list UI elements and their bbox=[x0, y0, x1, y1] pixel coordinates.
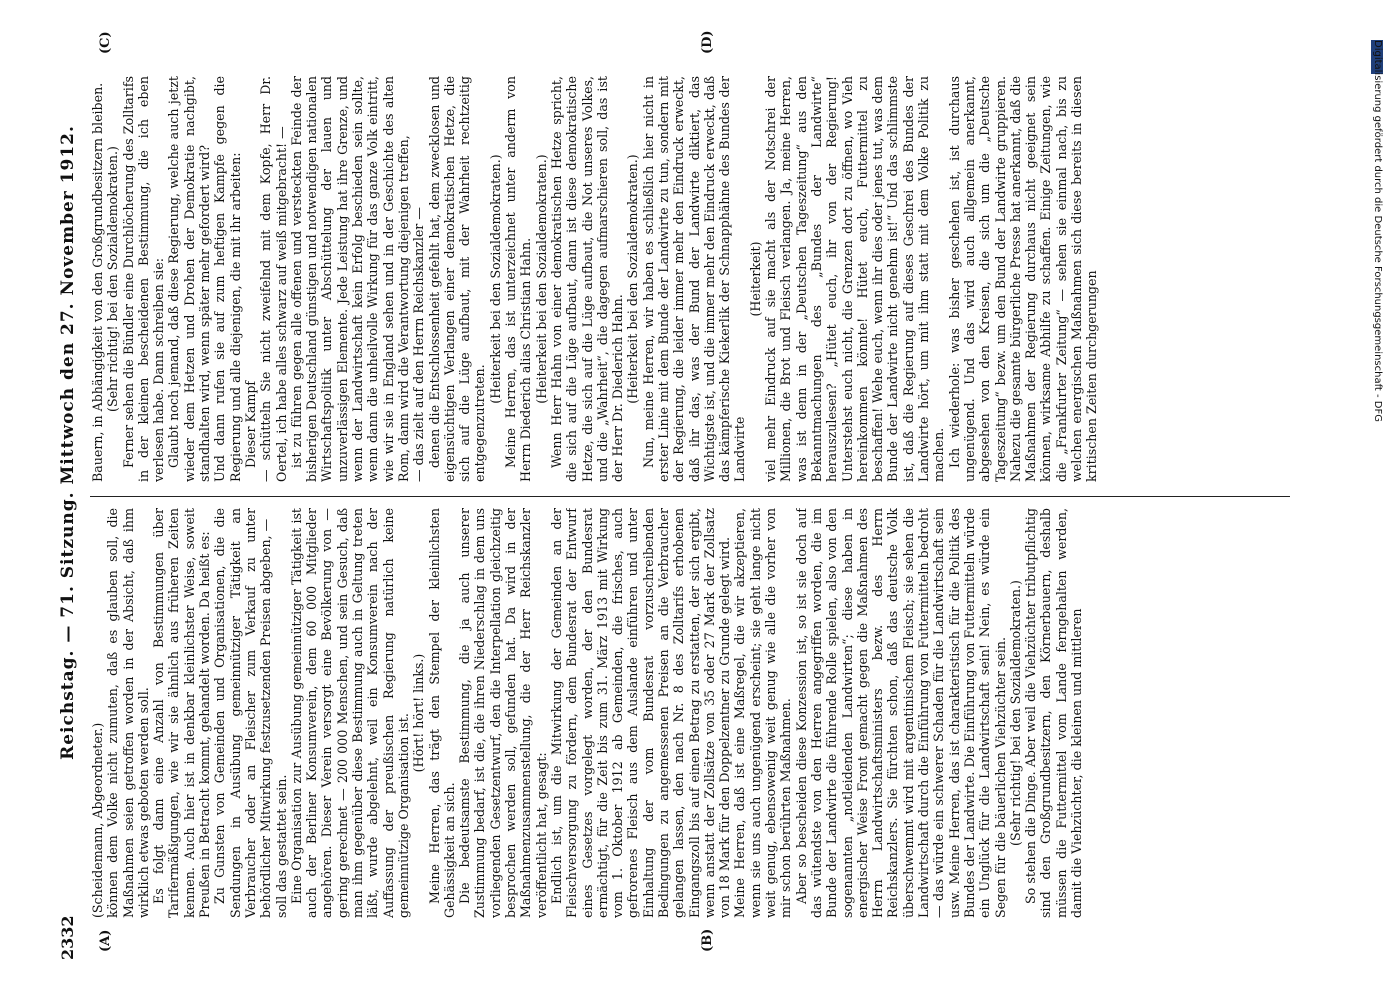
interjection: (Heiterkeit bei den Sozialdemokraten.) bbox=[625, 154, 641, 404]
margin-marker-c: (C) bbox=[98, 31, 113, 54]
interjection: (Hört! hört! links.) bbox=[411, 653, 427, 773]
margin-marker-b: (B) bbox=[700, 928, 715, 952]
digitization-credit bbox=[1371, 40, 1383, 970]
quotation: Glaubt noch jemand, daß diese Regierung, welche auch jetzt wieder dem Hetzen und Drohen der Demokratie nachgibt, standhalten wird, wenn später mehr gefordert wird? bbox=[166, 76, 213, 482]
interjection: (Sehr richtig! bei den Sozialdemokraten.) bbox=[105, 146, 121, 412]
page-header bbox=[58, 35, 86, 960]
quotation: ist zu führen gegen alle offenen und versteckten Feinde der bisherigen Deutschland günstigen und notwendigen nationalen Wirtschaftspolitik unter Abschüttelung der lauen und unzuverlässigen Elemente. Jede Leistung hat ihre Grenze, und wenn der Landwirtschaft kein Erfolg beschieden sein sollte, wenn dann die unheilvolle Wirkung für das ganze Volk eintritt, wie wir sie in England sehen und in der Geschichte des alten Rom, dann wird die Verantwortung diejenigen treffen, bbox=[288, 76, 411, 482]
aside: — das zielt auf den Herrn Reichskanzler — bbox=[411, 207, 427, 482]
paragraph: Ferner sehen die Bündler eine Durchlöcherung des Zolltarifs in der kleinen bescheidenen Bestimmung, die ich eben verlesen habe. Dann schreiben sie: bbox=[120, 76, 167, 482]
interjection: (Heiterkeit) bbox=[747, 241, 763, 317]
paragraph: Ich wiederhole: was bisher geschehen ist, ist durchaus ungenügend. Und das wird auch allgemein anerkannt, abgesehen von den Kreisen, die sich um die „Deutsche Tageszeitung“ bezw. um den Bund der Landwirte gruppieren. Nahezu die gesamte bürgerliche Presse hat anerkannt, daß die Maßnahmen der Regierung durchaus nicht geeignet sein können, wirksame Abhilfe zu schaffen. Einige Zeitungen, wie die „Frankfurter Zeitung“ — sehen sie einmal nach, bis zu welchen energischen Maßnahmen sich diese bereits in diesen kritischen Zeiten durchgerungen bbox=[946, 76, 1100, 482]
paragraph: Die bedeutsamste Bestimmung, die ja auch unserer Zustimmung bedarf, ist die, die ihren Niederschlag in dem uns vorliegenden Gesetzentwurf, den die Interpellation gleichzeitig besprochen werden soll, gefunden hat. Da wird in der Maßnahmenzusammenstellung, die der Herr Reichskanzler veröffentlicht hat, gesagt: bbox=[457, 508, 549, 918]
paragraph: Meine Herren, das ist unterzeichnet unter anderm von Herrn Diederich alias Christian Hahn. bbox=[503, 76, 534, 482]
margin-marker-d: (D) bbox=[700, 30, 715, 54]
interjection: (Heiterkeit bei den Sozialdemokraten.) bbox=[487, 154, 503, 404]
margin-marker-a: (A) bbox=[98, 929, 113, 952]
left-text-column bbox=[90, 508, 1295, 918]
right-text-column bbox=[90, 76, 1295, 482]
paragraph: Wenn Herr Hahn von einer demokratischen Hetze spricht, die sich auf die Lüge aufbaut, dann ist diese demokratische Hetze, die sich auf die Lüge aufbaut, die Not unseres Volkes, und die „Wahrheit“, die dagegen aufmarschieren soll, das ist der Herr Dr. Diederich Hahn. bbox=[548, 76, 626, 482]
paragraph: viel mehr Eindruck auf sie macht als der Notschrei der Millionen, die Brot und Fleisch verlangen. Ja, meine Herren, was ist denn in der „Deutschen Tageszeitung“ aus den Bekanntmachungen des „Bundes der Landwirte“ herauszulesen? „Hütet euch, ihr von der Regierung! Unterstehst euch nicht, die Grenzen dort zu öffnen, wo Vieh hereinkommen könnte! Hütet euch, Futtermittel zu beschaffen! Wehe euch, wenn ihr dies oder jenes tut, was dem Bunde der Landwirte nicht genehm ist!“ Und das schlimmste ist, daß die Regierung auf dieses Geschrei des Bundes der Landwirte hört, um mit ihm statt mit dem Volke Politik zu machen. bbox=[763, 76, 947, 482]
speaker-label: (Scheidemann, Abgeordneter.) bbox=[90, 722, 105, 918]
paragraph: Es folgt dann eine Anzahl von Bestimmungen über Tarifermäßigungen, wie wir sie ähnlich aus früheren Zeiten kennen. Auch hier ist in denkbar kleinlichster Weise, soweit Preußen in Betracht kommt, gehandelt worden. Da heißt es: bbox=[151, 508, 213, 918]
paragraph: Bauern, in Abhängigkeit von den Großgrundbesitzern bleiben. bbox=[90, 82, 105, 482]
interjection: (Heiterkeit bei den Sozialdemokraten.) bbox=[533, 154, 549, 404]
quotation: Endlich ist, um die Mitwirkung der Gemeinden an der Fleischversorgung zu fördern, dem Bundesrat der Entwurf eines Gesetzes vorgelegt worden, der den Bundesrat ermächtigt, für die Zeit bis zum 31. März 1913 mit Wirkung vom 1. Oktober 1912 ab Gemeinden, die frisches, auch gefrorenes Fleisch aus dem Auslande einführen und unter Einhaltung der vom Bundesrat vorzuschreibenden Bedingungen zu angemessenen Preisen an die Verbraucher gelangen lassen, den nach Nr. 8 des Zolltarifs erhobenen Eingangszoll bis auf einen Betrag zu erstatten, der sich ergibt, wenn anstatt der Zollsätze von 35 oder 27 Mark der Zollsatz von 18 Mark für den Doppelzentner zu Grunde gelegt wird. bbox=[548, 508, 733, 918]
paragraph: soll das gestattet sein. bbox=[273, 774, 289, 918]
paragraph: Meine Herren, daß ist eine Maßregel, die wir akzeptieren, wenn sie uns auch ungenügend erscheint; sie geht lange nicht weit genug, ebensowenig weit genug wie alle die vorher von mir schon berührten Maßnahmen. bbox=[732, 508, 794, 918]
credit-text: Digitalisierung gefördert durch die Deutsche Forschungsgemeinschaft - DFG bbox=[1372, 40, 1383, 423]
aside: — schütteln Sie nicht zweifelnd mit dem Kopfe, Herr Dr. Oertel, ich habe alles schwarz auf weiß mitgebracht! — bbox=[258, 76, 289, 482]
paragraph: Eine Organisation zur Ausübung gemeinnütziger Tätigkeit ist auch der Berliner Konsumverein, dem 60 000 Mitglieder angehören. Dieser Verein versorgt eine Bevölkerung von — gering gerechnet — 200 000 Menschen, und sein Gesuch, daß man ihm gegenüber diese Bestimmung auch in Geltung treten läßt, wurde abgelehnt, weil ein Konsumverein nach der Auffassung der preußischen Regierung natürlich keine gemeinnützige Organisation ist. bbox=[288, 508, 411, 918]
paragraph: Meine Herren, das trägt den Stempel der kleinlichsten Gehässigkeit an sich. bbox=[426, 508, 457, 918]
quotation: Zu Gunsten von Gemeinden und Organisationen, die die Sendungen in Ausübung gemeinnütziger Tätigkeit an Verbraucher oder an Fleischer zum Verkauf zu unter behördlicher Mitwirkung festzusetzenden Preisen abgeben, — bbox=[212, 508, 274, 918]
running-title: Reichstag. — 71. Sitzung. Mittwoch den 27. November 1912. bbox=[58, 125, 78, 760]
quotation: Dieser Kampf bbox=[242, 380, 258, 468]
paragraph: So stehen die Dinge. Aber weil die Viehzüchter tributpflichtig sind den Großgrundbesitzern, den Körnerbauern, deshalb müssen die Futtermittel vom Lande ferngehalten werden, damit die Viehzüchter, die kleinen und mittleren bbox=[1023, 508, 1084, 918]
paragraph: Aber so bescheiden diese Konzession ist, so ist sie doch auf das wütendste von den Herren angegriffen worden, die im Bunde der Landwirte die führende Rolle spielen, also von den sogenannten „notleidenden Landwirten“; diese haben in energischer Weise Front gemacht gegen die Maßnahmen des Herrn Landwirtschaftsministers bezw. des Herrn Reichskanzlers. Sie fürchten schon, daß das deutsche Volk überschwemmt wird mit argentinischem Fleisch; sie sehen die Landwirtschaft durch die Einführung von Futtermitteln bedroht — das würde ein schwerer Schaden für die Landwirtschaft sein usw. Meine Herren, das ist charakteristisch für die Politik des Bundes der Landwirte. Die Einführung von Futtermitteln würde ein Unglück für die Landwirtschaft sein! Nein, es würde ein Segen für die bäuerlichen Viehzüchter sein. bbox=[793, 508, 1008, 918]
quotation: denen die Entschlossenheit gefehlt hat, dem zwecklosen und eigensüchtigen Verlangen einer demokratischen Hetze, die sich auf die Lüge aufbaut, mit der Wahrheit rechtzeitig entgegenzutreten. bbox=[426, 76, 488, 482]
paragraph: können dem Volke nicht zumuten, daß es glauben soll, die Maßnahmen seien getroffen worden in der Absicht, daß ihm wirklich etwas geboten werden soll. bbox=[105, 508, 151, 918]
paragraph: Nun, meine Herren, wir haben es schließlich hier nicht in erster Linie mit dem Bunde der Landwirte zu tun, sondern mit der Regierung, die leider immer mehr den Eindruck erweckt, daß ihr das, was der Bund der Landwirte diktiert, das Wichtigste ist, und die immer mehr den Eindruck erweckt, daß das kämpferische Kiekerlik der Schnapphähne des Bundes der Landwirte bbox=[640, 76, 748, 482]
interjection: (Sehr richtig! bei den Sozialdemokraten.) bbox=[1007, 580, 1023, 846]
column-divider bbox=[90, 496, 1290, 497]
paragraph: Und dann rufen sie auf zum heftigen Kampfe gegen die Regierung und alle diejenigen, die mit ihr arbeiten: bbox=[212, 76, 243, 482]
page-number: 2332 bbox=[58, 915, 77, 960]
